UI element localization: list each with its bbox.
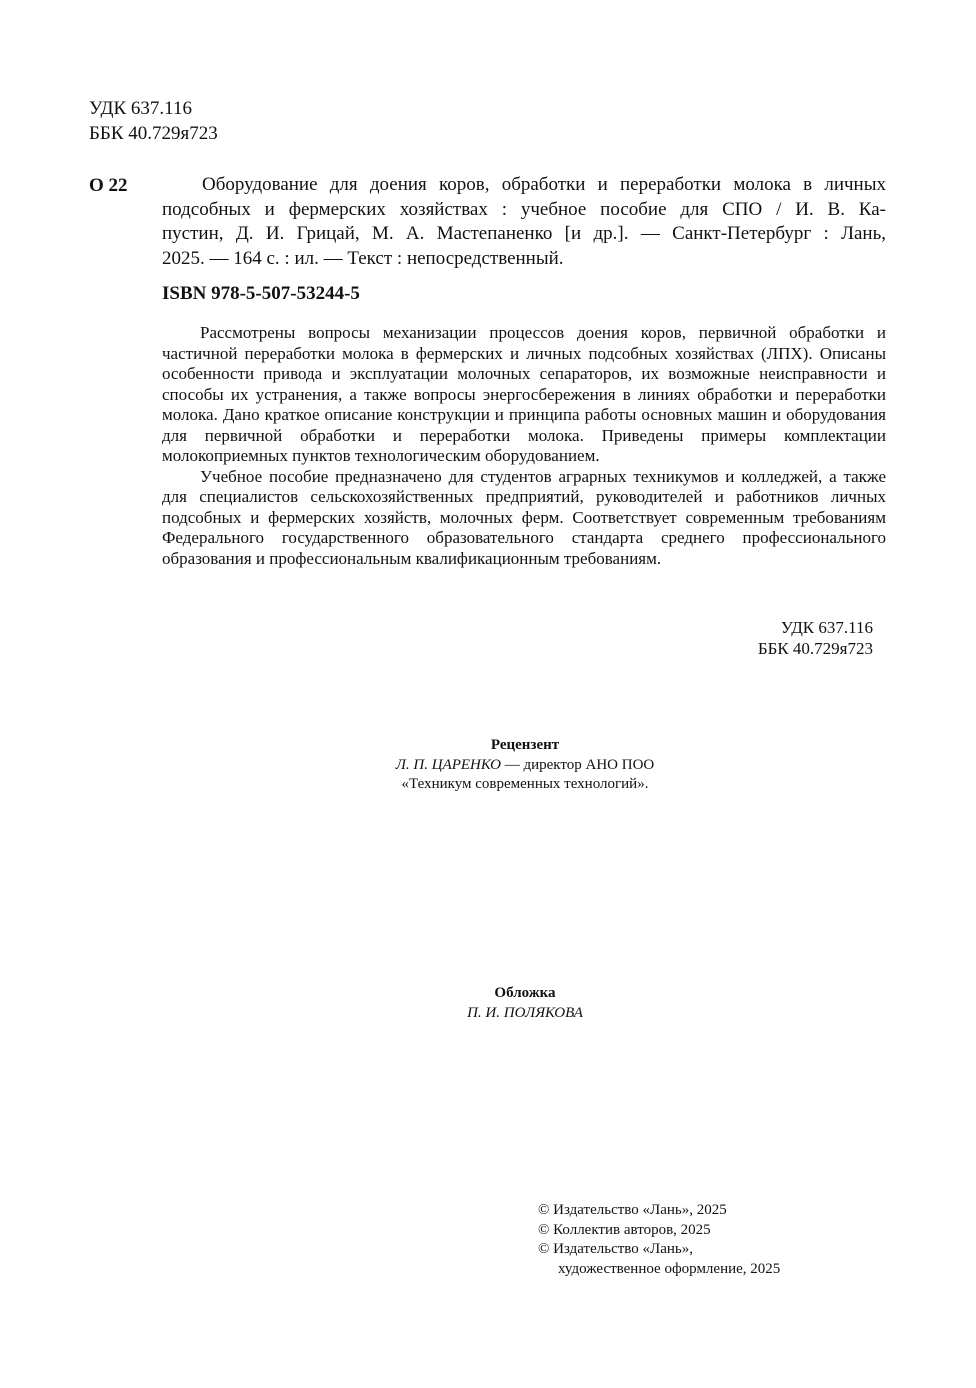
classification-codes-top <box>89 96 218 146</box>
abstract-paragraph: Рассмотрены вопросы механизации процессов доения коров, первичной обработки и частичной переработки молока в фермерских и личных подсобных хозяйствах (ЛПХ). Описаны особенности привода и эксплуатации молочных сепараторов, их возможные неисправности и способы их устранения, а также вопросы энергосбережения в линиях обработки и переработки молока. Дано краткое описание конструкции и принципа работы основных машин и оборудования для первичной обработки и переработки молока. Приведены примеры комплектации молокоприемных пунктов технологическим оборудованием. <box>162 323 886 465</box>
bibliographic-line: 2025. — 164 с. : ил. — Текст : непосредственный. <box>162 247 564 269</box>
reviewer-organization: «Техникум современных технологий». <box>401 776 649 792</box>
abstract <box>162 323 886 569</box>
udk-code: УДК 637.116 <box>89 98 192 119</box>
copyright-line: © Коллектив авторов, 2025 <box>538 1221 711 1238</box>
reviewer-position: — директор АНО ПОО <box>500 756 655 773</box>
bbk-code: ББК 40.729я723 <box>757 638 873 658</box>
bibliographic-line: пустин, Д. И. Грицай, М. А. Мастепаненко [и др.]. — Санкт-Петербург : Лань, <box>162 223 886 244</box>
bbk-code: ББК 40.729я723 <box>89 123 218 144</box>
bibliographic-description <box>162 173 886 271</box>
bibliographic-line: Оборудование для доения коров, обработки и переработки молока в личных <box>202 174 886 195</box>
reviewer-heading: Рецензент <box>490 737 560 753</box>
udk-code: УДК 637.116 <box>780 618 873 637</box>
reviewer-block <box>300 736 750 795</box>
reviewer-name: Л. П. ЦАРЕНКО <box>395 756 501 773</box>
copyright-line: © Издательство «Лань», 2025 <box>538 1202 727 1218</box>
abstract-paragraph: Учебное пособие предназначено для студентов аграрных техникумов и колледжей, а также для специалистов сельскохозяйственных предприятий, руководителей и работников личных подсобных и фермерских хозяйств, молочных ферм. Соответствует современным требованиям Федерального государственного образовательного стандарта среднего профессионального образования и профессиональным квалификационным требованиям. <box>162 466 886 568</box>
bibliographic-line: подсобных и фермерских хозяйствах : учебное пособие для СПО / И. В. Ка- <box>162 198 886 220</box>
isbn: ISBN 978-5-507-53244-5 <box>162 283 360 304</box>
reviewer-line <box>300 756 750 776</box>
copyright-line: © Издательство «Лань», <box>538 1241 693 1257</box>
classification-codes-bottom <box>600 618 873 659</box>
cover-credit-block <box>300 984 750 1023</box>
bibliographic-text <box>162 173 886 271</box>
copyright-line: художественное оформление, 2025 <box>558 1260 781 1277</box>
cover-heading: Обложка <box>494 985 556 1001</box>
copyright-notices <box>538 1201 780 1279</box>
cover-artist-name: П. И. ПОЛЯКОВА <box>467 1004 583 1021</box>
author-mark: О 22 <box>89 175 128 196</box>
